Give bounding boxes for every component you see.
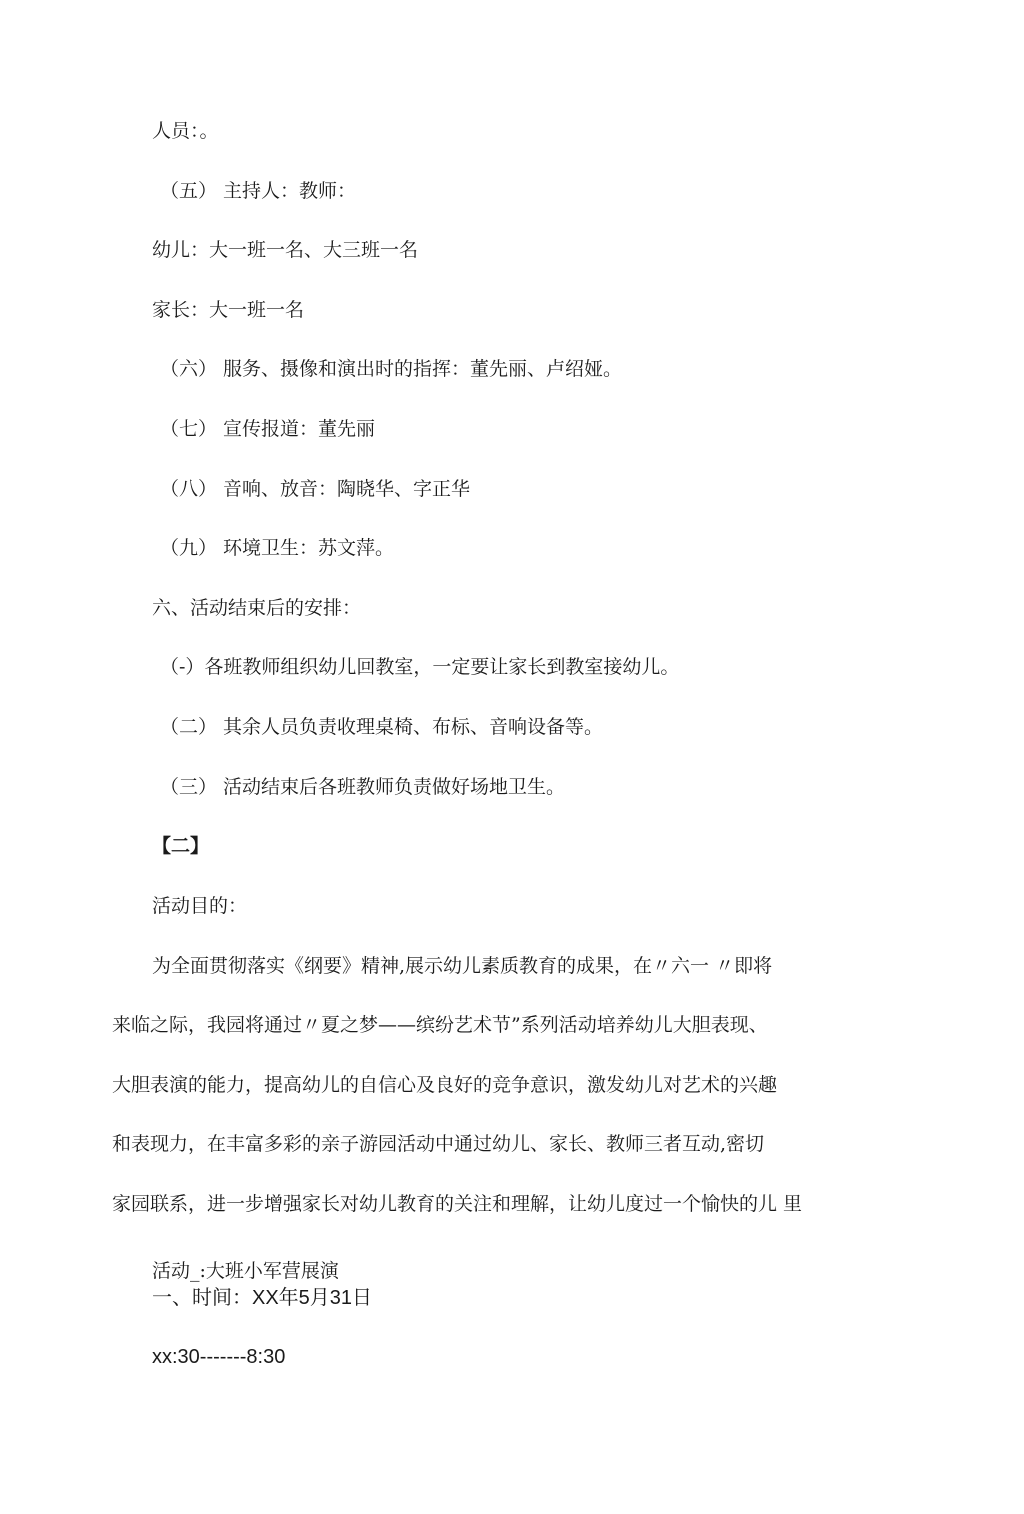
- staff-line: 人员：。: [152, 120, 219, 142]
- publicity-line: （七） 宣传报道：董先丽: [160, 418, 376, 440]
- purpose-paragraph-line-5: 家园联系，进一步增强家长对幼儿教育的关注和理解，让幼儿度过一个愉快的儿 里: [112, 1193, 803, 1215]
- purpose-paragraph-line-4: 和表现力，在丰富多彩的亲子游园活动中通过幼儿、家长、教师三者互动,密切: [112, 1133, 765, 1155]
- purpose-paragraph-line-1: 为全面贯彻落实《纲要》精神,展示幼儿素质教育的成果，在〃六一 〃即将: [152, 955, 773, 977]
- host-heading: （五） 主持人：教师：: [160, 180, 357, 202]
- parent-host: 家长：大一班一名: [152, 299, 305, 321]
- time-range: xx:30-------8:30: [152, 1346, 286, 1368]
- children-hosts: 幼儿：大一班一名、大三班一名: [152, 239, 419, 261]
- section-heading: 六、活动结束后的安排：: [152, 597, 362, 619]
- purpose-paragraph-line-2: 来临之际，我园将通过〃夏之梦——缤纷艺术节”系列活动培养幼儿大胆表现、: [112, 1014, 768, 1036]
- part-heading: 【二】: [152, 835, 210, 857]
- time-heading: 一、时间：XX年5月31日: [152, 1287, 373, 1309]
- purpose-paragraph-line-3: 大胆表演的能力，提高幼儿的自信心及良好的竞争意识，激发幼儿对艺术的兴趣: [112, 1074, 778, 1096]
- sanitation-line: （九） 环境卫生：苏文萍。: [160, 537, 395, 559]
- arrangement-item-2: （二） 其余人员负责收理桌椅、布标、音响设备等。: [160, 716, 604, 738]
- arrangement-item-3: （三） 活动结束后各班教师负责做好场地卫生。: [160, 776, 566, 798]
- arrangement-item-1: （-）各班教师组织幼儿回教室，一定要让家长到教室接幼儿。: [160, 656, 680, 678]
- service-line: （六） 服务、摄像和演出时的指挥：董先丽、卢绍娅。: [160, 358, 623, 380]
- audio-line: （八） 音响、放音：陶晓华、字正华: [160, 478, 471, 500]
- activity-title: 活动_:大班小军营展演: [152, 1260, 339, 1282]
- purpose-heading: 活动目的：: [152, 895, 248, 917]
